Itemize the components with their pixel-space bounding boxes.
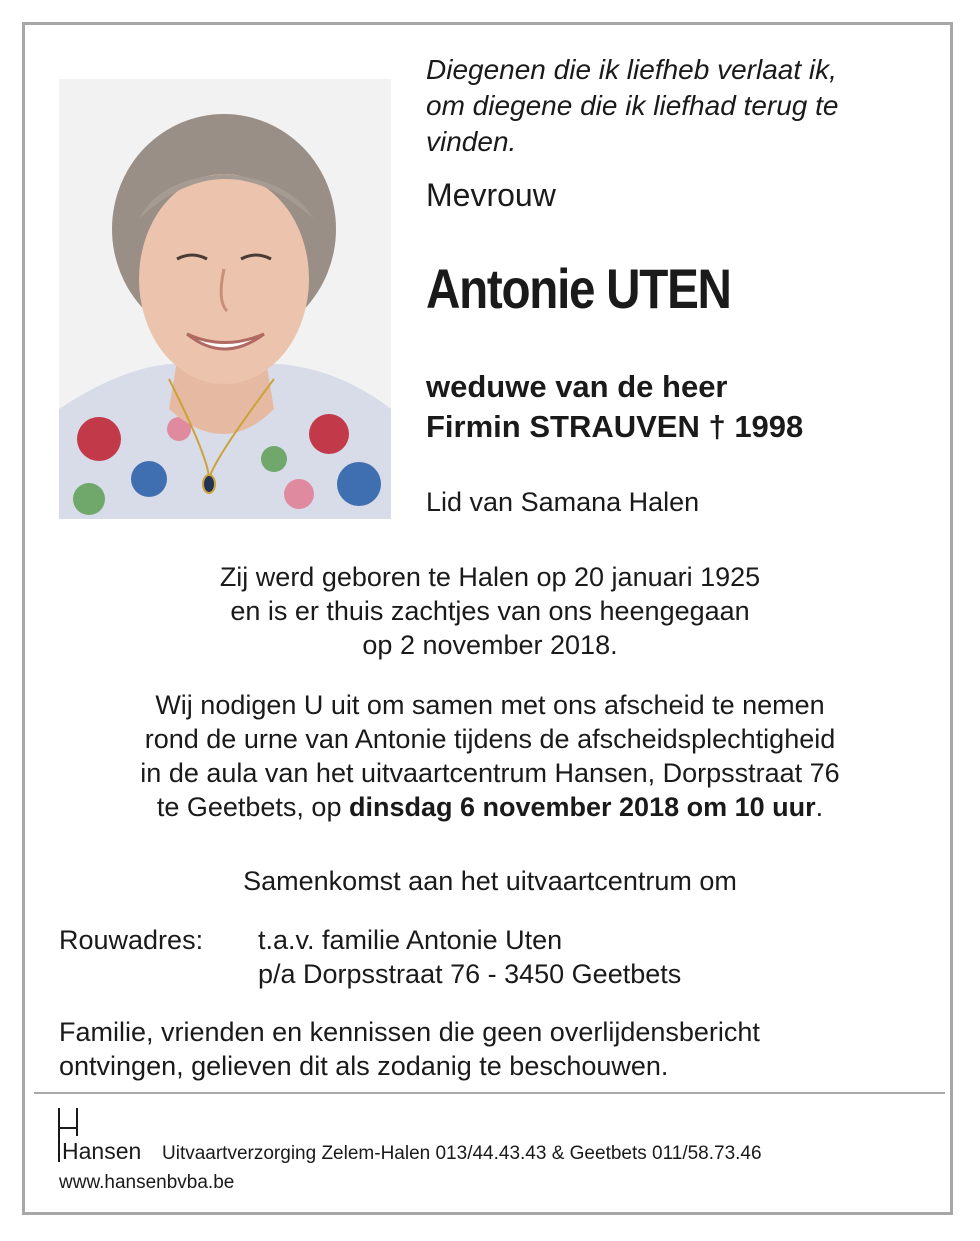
invitation-line: [0, 790, 980, 824]
logo-text: Hansen: [62, 1138, 142, 1164]
quote-line: vinden.: [426, 126, 517, 157]
spouse-line: weduwe van de heer: [426, 369, 728, 404]
birth-line: en is er thuis zachtjes van ons heengegaan: [230, 596, 750, 626]
invitation-line: Wij nodigen U uit om samen met ons afscheid te nemen: [155, 690, 825, 720]
ceremony-datetime: dinsdag 6 november 2018 om 10 uur: [348, 792, 816, 822]
birth-line: Zij werd geboren te Halen op 20 januari 1925: [219, 562, 761, 592]
address-line: t.a.v. familie Antonie Uten: [258, 925, 563, 955]
notice: [59, 1015, 760, 1083]
spouse-line: Firmin STRAUVEN † 1998: [426, 409, 804, 444]
invitation-line: in de aula van het uitvaartcentrum Hansen, Dorpsstraat 76: [140, 758, 840, 788]
gathering-info: Samenkomst aan het uitvaartcentrum om: [243, 866, 737, 896]
deceased-name: Antonie UTEN: [426, 257, 731, 320]
notice-line: Familie, vrienden en kennissen die geen overlijdensbericht: [59, 1017, 760, 1047]
honorific: Mevrouw: [426, 177, 556, 213]
divider: [34, 1092, 945, 1094]
portrait-photo: [59, 79, 391, 519]
funeral-home-contact: Uitvaartverzorging Zelem-Halen 013/44.43.43 & Geetbets 011/58.73.46: [162, 1143, 762, 1164]
membership: Lid van Samana Halen: [426, 487, 700, 517]
invitation-suffix: .: [815, 792, 824, 822]
quote: [426, 52, 916, 160]
address-label: Rouwadres:: [59, 925, 204, 955]
quote-line: Diegenen die ik liefheb verlaat ik,: [426, 54, 837, 85]
invitation-prefix: te Geetbets, op: [156, 792, 349, 822]
notice-line: ontvingen, gelieven dit als zodanig te beschouwen.: [59, 1051, 669, 1081]
birth-line: op 2 november 2018.: [362, 630, 618, 660]
hansen-logo: [54, 1106, 164, 1166]
address-line: p/a Dorpsstraat 76 - 3450 Geetbets: [258, 959, 682, 989]
quote-line: om diegene die ik liefhad terug te: [426, 90, 839, 121]
ceremony-invitation: [0, 688, 980, 824]
address-lines: [258, 923, 681, 991]
website-link[interactable]: www.hansenbvba.be: [59, 1172, 235, 1193]
invitation-line: rond de urne van Antonie tijdens de afscheidsplechtigheid: [144, 724, 836, 754]
spouse-info: [426, 367, 803, 447]
birth-death-info: [0, 560, 980, 662]
